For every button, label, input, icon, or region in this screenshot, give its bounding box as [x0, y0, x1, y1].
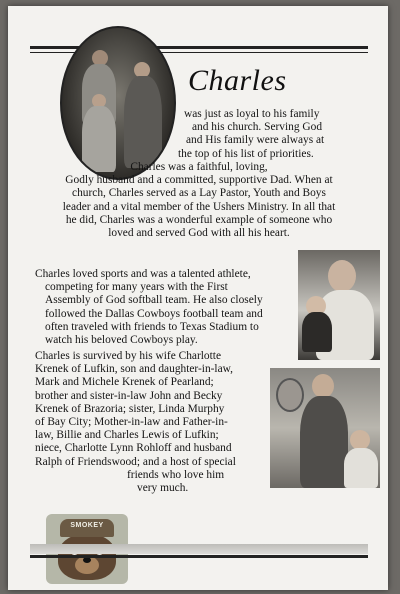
paragraph-sports [35, 268, 297, 347]
text-line: and His family were always at [186, 134, 325, 147]
text-line: followed the Dallas Cowboys football team and [45, 307, 263, 320]
paragraph-loyalty-cont [30, 161, 368, 240]
text-line: Krenek of Lufkin, son and daughter-in-law, [35, 363, 233, 376]
memorial-page [8, 6, 388, 590]
text-line: leader and a vital member of the Ushers Ministry. In all that [62, 200, 336, 213]
text-line: brother and sister-in-law John and Becky [35, 389, 223, 402]
photo-figure [302, 312, 332, 352]
text-line: competing for many years with the First [45, 281, 228, 294]
text-line: Assembly of God softball team. He also closely [45, 294, 263, 307]
text-line: law, Billie and Charles Lewis of Lufkin; [35, 429, 219, 442]
text-line: loved and served God with all his heart. [108, 227, 290, 240]
text-line: niece, Charlotte Lynn Rohloff and husband [35, 442, 232, 455]
text-line: of Bay City; Mother-in-law and Father-in- [35, 416, 228, 429]
bear-hat [60, 519, 114, 537]
text-line: and his church. Serving God [192, 121, 323, 134]
photo-figure-head [328, 260, 356, 292]
memorial-title: Charles [188, 64, 287, 97]
text-line: Mark and Michele Krenek of Pearland; [35, 376, 214, 389]
text-line: church, Charles served as a Lay Pastor, Youth and Boys [72, 187, 326, 200]
photo-figure-head [350, 430, 370, 450]
text-line: Charles was a faithful, loving, [130, 161, 268, 173]
text-line: Ralph of Friendswood; and a host of special [35, 455, 236, 468]
text-line: he did, Charles was a wonderful example of someone who [65, 213, 333, 226]
boys-photo [270, 368, 380, 488]
balloon-icon [276, 378, 304, 412]
text-line: the top of his list of priorities. [178, 147, 314, 160]
text-line: Charles loved sports and was a talented athlete, [35, 268, 251, 280]
text-line: Godly husband and a committed, supportive Dad. When at [65, 174, 333, 187]
father-child-photo [298, 250, 380, 360]
text-line: was just as loyal to his family [184, 108, 320, 120]
text-line: Charles is survived by his wife Charlotte [35, 350, 222, 362]
paragraph-loyalty [132, 108, 376, 161]
text-line: Krenek of Brazoria; sister, Linda Murphy [35, 402, 225, 415]
bear-hat-label: SMOKEY [70, 522, 104, 529]
paragraph-survivors [35, 350, 273, 495]
text-line: watch his beloved Cowboys play. [45, 334, 198, 347]
bottom-rule [30, 555, 368, 558]
text-line: often traveled with friends to Texas Stadium to [45, 320, 259, 333]
photo-figure [300, 396, 348, 488]
photo-figure [344, 448, 378, 488]
bottom-shade-band [30, 544, 368, 554]
text-line: friends who love him [127, 468, 225, 481]
photo-figure-head [312, 374, 334, 398]
text-line: very much. [137, 482, 189, 495]
